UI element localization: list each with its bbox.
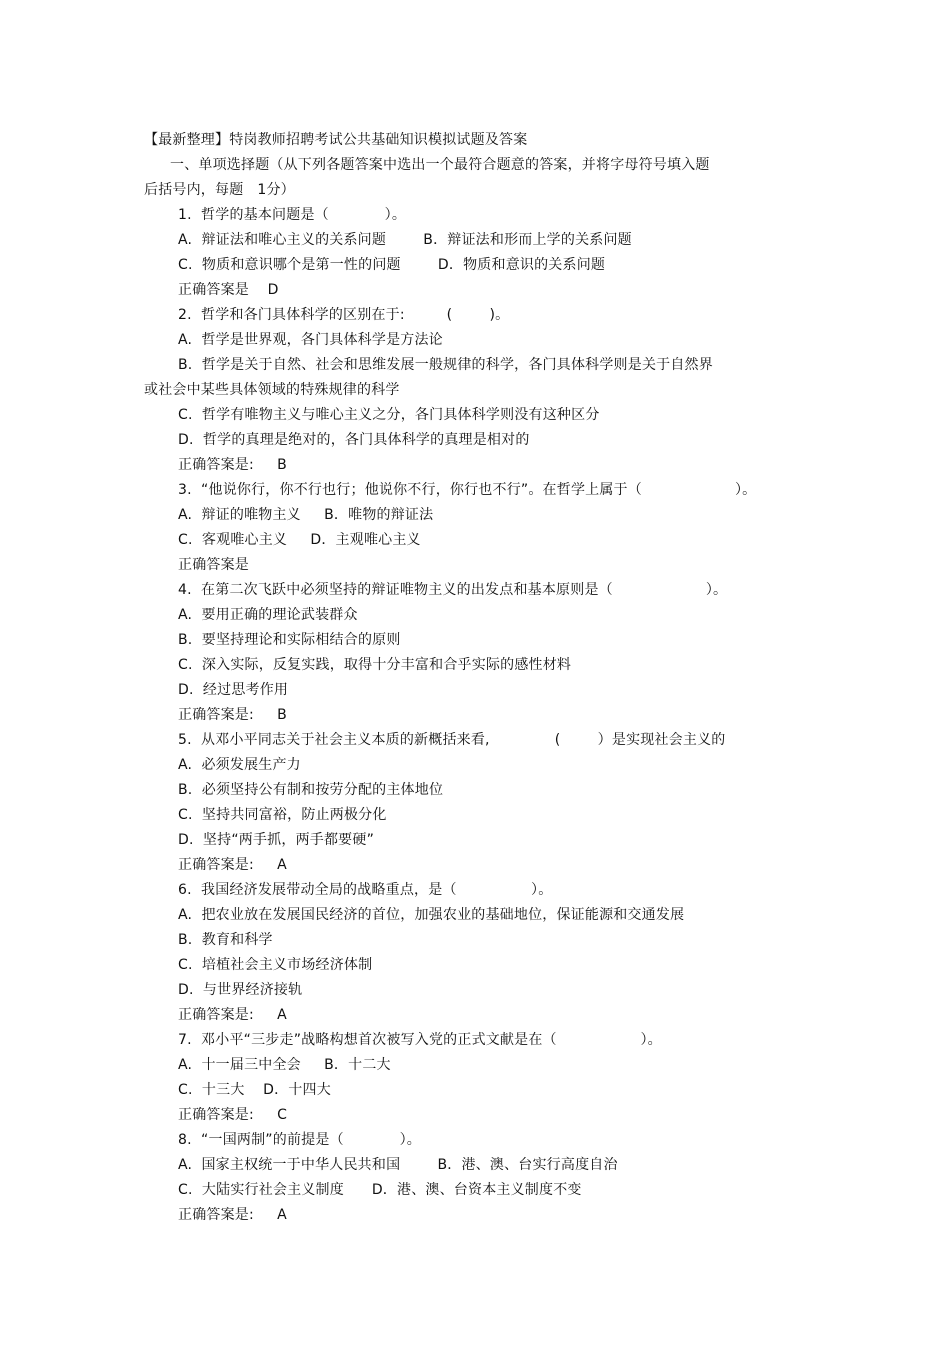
question-3-answer: 正确答案是 [178, 557, 249, 573]
question-6-option-d: D. 与世界经济接轨 [178, 982, 303, 998]
question-1-options-ab: A. 辩证法和唯心主义的关系问题 B．辩证法和形而上学的关系问题 [178, 232, 632, 248]
question-1-answer: 正确答案是 D [178, 282, 279, 298]
question-4-stem: 4. 在第二次飞跃中必须坚持的辩证唯物主义的出发点和基本原则是（ ）。 [178, 582, 728, 598]
question-1-stem: 1. 哲学的基本问题是（ ）。 [178, 207, 407, 223]
question-5-stem: 5. 从邓小平同志关于社会主义本质的新概括来看, ( ）是实现社会主义的 [178, 732, 726, 748]
question-5-option-a: A. 必须发展生产力 [178, 757, 301, 773]
question-8-options-ab: A. 国家主权统一于中华人民共和国 B．港、澳、台实行高度自治 [178, 1157, 618, 1173]
question-2-option-b-continued: 或社会中某些具体领域的特殊规律的科学 [144, 382, 400, 398]
question-8-answer: 正确答案是: A [178, 1207, 287, 1223]
question-4-answer: 正确答案是: B [178, 707, 287, 723]
question-2-answer: 正确答案是: B [178, 457, 287, 473]
question-3-options-cd: C. 客观唯心主义 D．主观唯心主义 [178, 532, 421, 548]
question-6-stem: 6. 我国经济发展带动全局的战略重点，是（ ）。 [178, 882, 553, 898]
question-6-answer: 正确答案是: A [178, 1007, 287, 1023]
question-2-stem: 2. 哲学和各门具体科学的区别在于: ( )。 [178, 307, 510, 323]
question-6-option-a: A. 把农业放在发展国民经济的首位，加强农业的基础地位，保证能源和交通发展 [178, 907, 685, 923]
question-2-option-b: B. 哲学是关于自然、社会和思维发展一般规律的科学，各门具体科学则是关于自然界 [178, 357, 713, 373]
question-3-options-ab: A. 辩证的唯物主义 B．唯物的辩证法 [178, 507, 434, 523]
question-7-options-ab: A. 十一届三中全会 B．十二大 [178, 1057, 391, 1073]
question-2-option-a: A. 哲学是世界观，各门具体科学是方法论 [178, 332, 443, 348]
question-1-options-cd: C. 物质和意识哪个是第一性的问题 D．物质和意识的关系问题 [178, 257, 606, 273]
question-5-answer: 正确答案是: A [178, 857, 287, 873]
question-7-stem: 7. 邓小平“三步走”战略构想首次被写入党的正式文献是在（ ）。 [178, 1032, 662, 1048]
question-6-option-b: B. 教育和科学 [178, 932, 273, 948]
question-4-option-a: A. 要用正确的理论武装群众 [178, 607, 358, 623]
question-4-option-c: C. 深入实际，反复实践，取得十分丰富和合乎实际的感性材料 [178, 657, 572, 673]
question-8-stem: 8. “一国两制”的前提是（ ）。 [178, 1132, 421, 1148]
question-2-option-c: C. 哲学有唯物主义与唯心主义之分，各门具体科学则没有这种区分 [178, 407, 600, 423]
question-3-stem: 3. “他说你行，你不行也行；他说你不行，你行也不行”。在哲学上属于（ ）。 [178, 482, 757, 498]
document-title: 【最新整理】特岗教师招聘考试公共基础知识模拟试题及答案 [144, 132, 528, 148]
question-8-options-cd: C. 大陆实行社会主义制度 D．港、澳、台资本主义制度不变 [178, 1182, 582, 1198]
question-2-option-d: D. 哲学的真理是绝对的，各门具体科学的真理是相对的 [178, 432, 530, 448]
question-4-option-d: D. 经过思考作用 [178, 682, 289, 698]
question-7-options-cd: C. 十三大 D．十四大 [178, 1082, 331, 1098]
question-7-answer: 正确答案是: C [178, 1107, 288, 1123]
question-5-option-c: C. 坚持共同富裕，防止两极分化 [178, 807, 387, 823]
question-6-option-c: C. 培植社会主义市场经济体制 [178, 957, 373, 973]
question-5-option-d: D. 坚持“两手抓，两手都要硬” [178, 832, 375, 848]
section-heading-continued: 后括号内，每题 1分） [144, 182, 295, 198]
section-heading: 一、单项选择题（从下列各题答案中选出一个最符合题意的答案，并将字母符号填入题 [170, 157, 710, 173]
question-5-option-b: B. 必须坚持公有制和按劳分配的主体地位 [178, 782, 444, 798]
question-4-option-b: B. 要坚持理论和实际相结合的原则 [178, 632, 401, 648]
